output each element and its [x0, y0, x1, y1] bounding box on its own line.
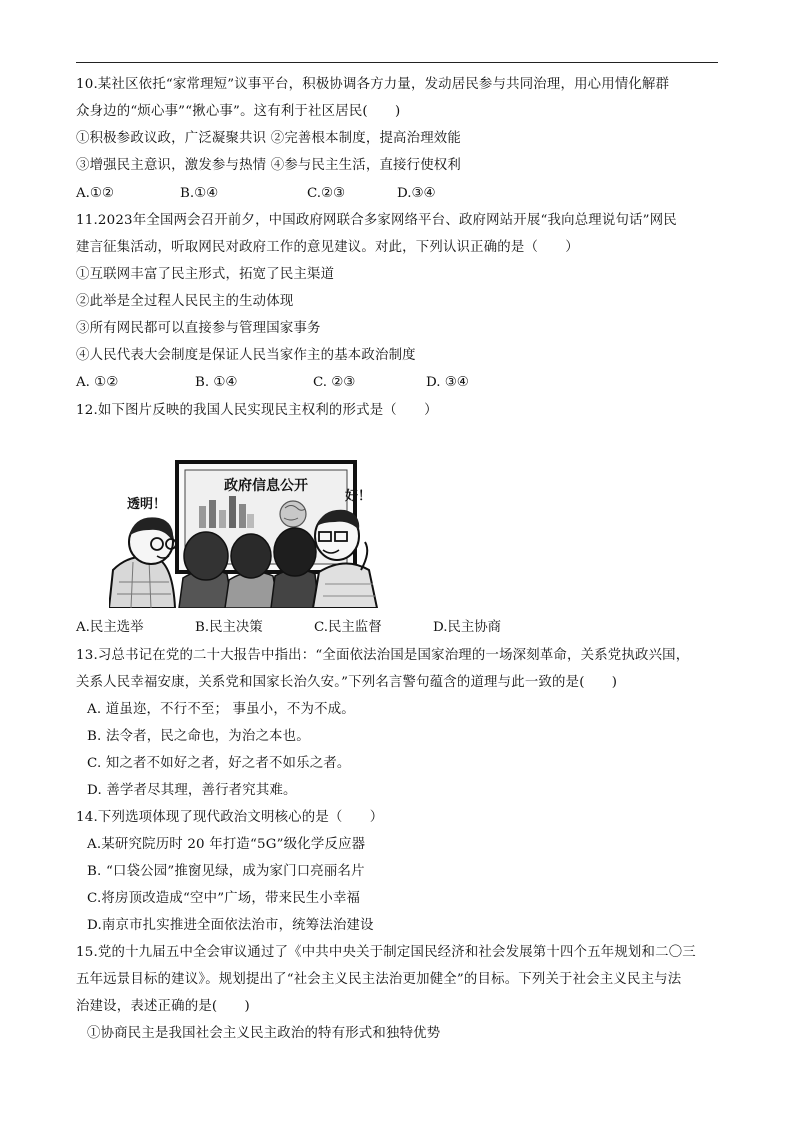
q11-stem-line1: 11.2023年全国两会召开前夕，中国政府网联合多家网络平台、政府网站开展“我向总理说句话”网民: [76, 213, 677, 228]
q13-option-d[interactable]: D. 善学者尽其理，善行者究其难。: [87, 783, 297, 798]
board-title: 政府信息公开: [224, 478, 308, 494]
q11-option-a[interactable]: A. ①②: [76, 375, 119, 390]
q14-stem: 14.下列选项体现了现代政治文明核心的是（ ）: [76, 810, 384, 825]
q15-stem-line1: 15.党的十九届五中全会审议通过了《中共中央关于制定国民经济和社会发展第十四个五年规划和二〇三: [76, 945, 696, 960]
q15-statement-1: ①协商民主是我国社会主义民主政治的特有形式和独特优势: [87, 1026, 441, 1041]
q14-option-d[interactable]: D.南京市扎实推进全面依法治市，统筹法治建设: [87, 918, 374, 933]
q11-statement-2: ②此举是全过程人民民主的生动体现: [76, 294, 294, 309]
q11-option-c[interactable]: C. ②③: [313, 375, 356, 390]
q15-stem-line3: 治建设，表述正确的是( ): [76, 999, 250, 1014]
q12-option-b[interactable]: B.民主决策: [195, 620, 263, 635]
q11-statement-4: ④人民代表大会制度是保证人民当家作主的基本政治制度: [76, 348, 416, 363]
q13-option-c[interactable]: C. 知之者不如好之者，好之者不如乐之者。: [87, 756, 351, 771]
q10-option-a[interactable]: A.①②: [76, 186, 114, 201]
left-man-figure: [109, 517, 176, 608]
q12-stem: 12.如下图片反映的我国人民实现民主权利的形式是（ ）: [76, 403, 438, 418]
q10-stem-line1: 10.某社区依托“家常理短”议事平台，积极协调各方力量，发动居民参与共同治理，用心用情化解群: [76, 77, 670, 92]
government-info-cartoon: [109, 452, 381, 608]
q11-stem-line2: 建言征集活动，听取网民对政府工作的意见建议。对此，下列认识正确的是（ ）: [76, 240, 579, 255]
q13-stem-line2: 关系人民幸福安康，关系党和国家长治久安。”下列名言警句蕴含的道理与此一致的是( ): [76, 675, 618, 690]
q13-stem-line1: 13.习总书记在党的二十大报告中指出：“全面依法治国是国家治理的一场深刻革命，关系党执政兴国，: [76, 648, 690, 663]
q11-statement-1: ①互联网丰富了民主形式，拓宽了民主渠道: [76, 267, 335, 282]
q10-stem-line2: 众身边的“烦心事”“揪心事”。这有利于社区居民( ): [76, 104, 401, 119]
q15-stem-line2: 五年远景目标的建议》。规划提出了“社会主义民主法治更加健全”的目标。下列关于社会主义民主与法: [76, 972, 682, 987]
q11-option-d[interactable]: D. ③④: [426, 375, 469, 390]
q14-option-a[interactable]: A.某研究院历时 20 年打造“5G”级化学反应器: [87, 837, 366, 852]
q12-option-c[interactable]: C.民主监督: [314, 620, 382, 635]
board-globe-graphic: [280, 501, 306, 527]
q13-option-a[interactable]: A. 道虽迩，不行不至； 事虽小，不为不成。: [87, 702, 355, 717]
q10-statements-2: ③增强民主意识，激发参与热情 ④参与民主生活，直接行使权利: [76, 158, 461, 173]
q11-option-b[interactable]: B. ①④: [195, 375, 238, 390]
viewers-figures: [179, 528, 319, 608]
q14-option-b[interactable]: B. “口袋公园”推窗见绿，成为家门口亮丽名片: [87, 864, 365, 879]
right-speech: 好！: [345, 489, 372, 504]
q13-option-b[interactable]: B. 法令者，民之命也，为治之本也。: [87, 729, 310, 744]
q10-option-c[interactable]: C.②③: [307, 186, 346, 201]
q10-option-d[interactable]: D.③④: [397, 186, 436, 201]
q14-option-c[interactable]: C.将房顶改造成“空中”广场，带来民生小幸福: [87, 891, 361, 906]
q12-option-a[interactable]: A.民主选举: [76, 620, 144, 635]
left-speech: 透明！: [127, 497, 167, 512]
q10-option-b[interactable]: B.①④: [180, 186, 219, 201]
q10-statements-1: ①积极参政议政，广泛凝聚共识 ②完善根本制度，提高治理效能: [76, 131, 461, 146]
q11-statement-3: ③所有网民都可以直接参与管理国家事务: [76, 321, 321, 336]
header-rule: [76, 62, 718, 63]
q12-option-d[interactable]: D.民主协商: [433, 620, 502, 635]
